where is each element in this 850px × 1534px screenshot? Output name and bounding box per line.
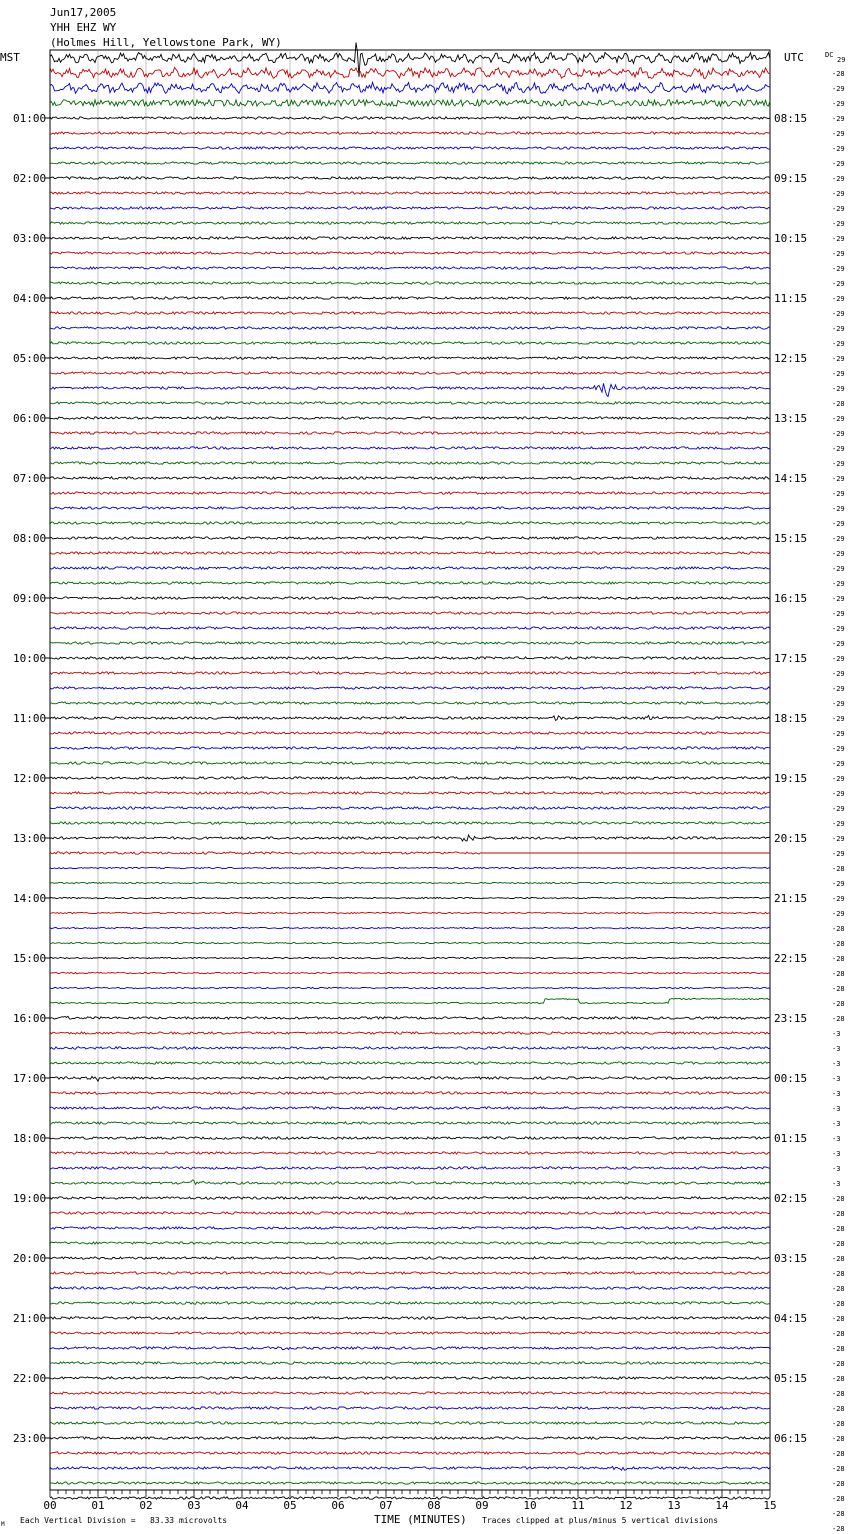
left-hour-label: 02:00	[13, 172, 47, 185]
dc-offset-label: -29	[832, 610, 845, 618]
seismic-trace	[50, 657, 770, 659]
dc-offset-label: -28	[832, 1300, 845, 1308]
seismic-trace	[50, 702, 770, 704]
seismic-trace	[50, 957, 770, 958]
right-hour-label: 02:15	[774, 1192, 808, 1205]
seismic-trace	[50, 1257, 770, 1259]
x-tick-label: 04	[235, 1499, 249, 1512]
scale-note: Each Vertical Division = 83.33 microvolts	[20, 1516, 228, 1525]
seismic-trace	[50, 762, 770, 764]
dc-offset-label: -28	[832, 955, 845, 963]
dc-offset-label: -29	[832, 295, 845, 303]
right-hour-label: 10:15	[774, 232, 808, 245]
left-hour-label: 06:00	[13, 412, 47, 425]
seismic-trace	[50, 627, 770, 629]
seismic-trace	[50, 237, 770, 239]
seismic-trace	[50, 1122, 770, 1124]
dc-offset-label: -29	[832, 340, 845, 348]
dc-offset-label: -29	[832, 880, 845, 888]
x-tick-label: 15	[763, 1499, 777, 1512]
seismic-trace	[50, 852, 770, 854]
dc-offset-label: -29	[832, 355, 845, 363]
seismic-trace	[50, 1212, 770, 1214]
seismic-trace	[50, 492, 770, 494]
dc-offset-label: -29	[832, 520, 845, 528]
dc-offset-label: -3	[832, 1075, 841, 1083]
seismic-trace	[50, 1197, 770, 1199]
dc-first-value: 29	[837, 56, 846, 64]
seismic-trace	[50, 687, 770, 689]
dc-offset-label: -3	[832, 1180, 841, 1188]
dc-offset-label: -28	[832, 1255, 845, 1263]
seismic-trace	[50, 897, 770, 898]
seismic-trace	[50, 357, 770, 359]
header-date: Jun17,2005	[50, 6, 117, 19]
dc-offset-label: -28	[832, 1195, 845, 1203]
left-hour-label: 13:00	[13, 832, 47, 845]
dc-offset-label: -29	[832, 160, 845, 168]
seismic-trace	[50, 927, 770, 928]
dc-offset-label: -28	[832, 865, 845, 873]
dc-offset-label: -28	[832, 1525, 845, 1533]
seismic-trace	[50, 1437, 770, 1439]
seismic-trace	[50, 100, 770, 106]
left-hour-label: 03:00	[13, 232, 47, 245]
x-tick-label: 09	[475, 1499, 489, 1512]
dc-offset-labels	[832, 70, 845, 1534]
dc-offset-label: -3	[832, 1090, 841, 1098]
right-hour-label: 08:15	[774, 112, 808, 125]
x-tick-label: 13	[667, 1499, 681, 1512]
seismic-trace	[50, 267, 770, 269]
seismic-trace	[50, 177, 770, 179]
dc-offset-label: -29	[832, 385, 845, 393]
left-hour-label: 19:00	[13, 1192, 47, 1205]
dc-offset-label: -29	[832, 505, 845, 513]
seismic-trace	[50, 1332, 770, 1334]
dc-offset-label: -29	[832, 265, 845, 273]
dc-offset-label: -29	[832, 685, 845, 693]
dc-offset-label: -29	[832, 910, 845, 918]
seismic-trace	[50, 807, 770, 809]
dc-offset-label: -29	[832, 655, 845, 663]
seismic-trace	[50, 1466, 770, 1470]
dc-offset-label: -29	[832, 115, 845, 123]
seismic-trace	[50, 222, 770, 224]
right-hour-label: 19:15	[774, 772, 808, 785]
dc-offset-label: -29	[832, 280, 845, 288]
seismic-trace	[50, 1047, 770, 1049]
seismic-trace	[50, 1287, 770, 1289]
footer	[1, 1513, 718, 1528]
right-hour-label: 03:15	[774, 1252, 808, 1265]
dc-offset-label: -29	[832, 310, 845, 318]
dc-offset-label: -29	[832, 235, 845, 243]
seismic-trace	[50, 117, 770, 119]
seismic-trace	[50, 1407, 770, 1409]
seismic-trace	[50, 1452, 770, 1454]
seismic-traces	[50, 43, 770, 1500]
dc-offset-label: -28	[832, 1360, 845, 1368]
seismic-trace	[50, 537, 770, 539]
seismic-trace	[50, 1422, 770, 1424]
dc-offset-label: -28	[832, 1240, 845, 1248]
dc-offset-label: -29	[832, 820, 845, 828]
left-hour-label: 17:00	[13, 1072, 47, 1085]
left-hour-label: 23:00	[13, 1432, 47, 1445]
x-tick-label: 07	[379, 1499, 393, 1512]
right-hour-label: 18:15	[774, 712, 808, 725]
seismic-trace	[50, 1180, 770, 1185]
seismic-trace	[50, 987, 770, 988]
dc-offset-label: -3	[832, 1105, 841, 1113]
dc-offset-label: -29	[832, 250, 845, 258]
dc-offset-label: -29	[832, 790, 845, 798]
dc-offset-label: -29	[832, 205, 845, 213]
seismic-trace	[50, 747, 770, 749]
seismic-trace	[50, 1392, 770, 1394]
left-hour-labels	[13, 112, 50, 1445]
right-hour-label: 22:15	[774, 952, 808, 965]
dc-offset-label: -29	[832, 475, 845, 483]
dc-offset-label: -29	[832, 460, 845, 468]
seismic-trace	[50, 162, 770, 164]
seismic-trace	[50, 552, 770, 554]
left-hour-label: 05:00	[13, 352, 47, 365]
seismic-trace	[50, 1317, 770, 1319]
seismic-trace	[50, 1167, 770, 1169]
dc-offset-label: -29	[832, 640, 845, 648]
dc-offset-label: -29	[832, 190, 845, 198]
dc-offset-label: -28	[832, 1000, 845, 1008]
dc-offset-label: -29	[832, 835, 845, 843]
x-tick-label: 12	[619, 1499, 633, 1512]
dc-offset-label: -28	[832, 985, 845, 993]
right-hour-label: 06:15	[774, 1432, 808, 1445]
right-hour-label: 21:15	[774, 892, 808, 905]
seismic-trace	[50, 1272, 770, 1274]
seismic-trace	[50, 672, 770, 674]
seismic-trace	[50, 597, 770, 599]
dc-offset-label: -29	[832, 580, 845, 588]
left-hour-label: 16:00	[13, 1012, 47, 1025]
right-hour-label: 01:15	[774, 1132, 808, 1145]
right-hour-label: 11:15	[774, 292, 808, 305]
dc-offset-label: -29	[832, 715, 845, 723]
seismic-trace	[50, 1092, 770, 1094]
corner-mark: M	[1, 1521, 5, 1528]
seismic-trace	[50, 567, 770, 569]
dc-offset-label: -29	[832, 415, 845, 423]
seismic-trace	[50, 207, 770, 209]
dc-offset-label: -29	[832, 565, 845, 573]
seismic-trace	[50, 447, 770, 449]
seismic-trace	[50, 252, 770, 254]
seismic-trace	[50, 1152, 770, 1154]
x-tick-label: 03	[187, 1499, 201, 1512]
left-hour-label: 09:00	[13, 592, 47, 605]
x-tick-label: 01	[91, 1499, 105, 1512]
dc-offset-label: -28	[832, 70, 845, 78]
seismic-trace	[50, 282, 770, 284]
left-timezone-label: MST	[0, 51, 20, 64]
seismic-trace	[50, 522, 770, 524]
seismic-trace	[50, 507, 770, 509]
seismic-trace	[50, 777, 770, 779]
seismic-trace	[50, 715, 770, 720]
seismic-trace	[50, 582, 770, 584]
dc-offset-label: -29	[832, 445, 845, 453]
right-hour-label: 15:15	[774, 532, 808, 545]
seismic-trace	[50, 912, 770, 913]
seismic-trace	[50, 1482, 770, 1484]
seismic-trace	[50, 1227, 770, 1229]
seismic-trace	[50, 312, 770, 314]
dc-offset-label: -29	[832, 775, 845, 783]
seismic-trace	[50, 882, 770, 883]
clip-note: Traces clipped at plus/minus 5 vertical divisions	[482, 1516, 719, 1525]
dc-offset-label: -29	[832, 595, 845, 603]
seismic-trace	[50, 972, 770, 973]
seismic-trace	[50, 1347, 770, 1350]
seismic-trace	[50, 1242, 770, 1244]
x-tick-label: 08	[427, 1499, 441, 1512]
dc-offset-label: -3	[832, 1060, 841, 1068]
left-hour-label: 11:00	[13, 712, 47, 725]
x-axis-title: TIME (MINUTES)	[374, 1513, 467, 1526]
seismic-trace	[50, 1016, 770, 1019]
x-axis	[43, 1490, 776, 1512]
dc-offset-label: -28	[832, 1285, 845, 1293]
seismic-trace	[50, 462, 770, 464]
dc-offset-label: -29	[832, 175, 845, 183]
right-hour-label: 20:15	[774, 832, 808, 845]
dc-offset-label: -29	[832, 490, 845, 498]
right-hour-label: 17:15	[774, 652, 808, 665]
dc-offset-label: -28	[832, 1225, 845, 1233]
x-tick-label: 05	[283, 1499, 297, 1512]
dc-offset-label: -3	[832, 1150, 841, 1158]
right-hour-labels	[774, 112, 807, 1445]
left-hour-label: 04:00	[13, 292, 47, 305]
x-tick-label: 11	[571, 1499, 585, 1512]
seismic-trace	[50, 1302, 770, 1304]
seismic-trace	[50, 612, 770, 614]
dc-offset-label: -29	[832, 730, 845, 738]
dc-offset-label: -29	[832, 85, 845, 93]
left-hour-label: 12:00	[13, 772, 47, 785]
right-hour-label: 14:15	[774, 472, 808, 485]
seismic-trace	[50, 417, 770, 419]
right-hour-label: 23:15	[774, 1012, 808, 1025]
seismic-trace	[50, 1062, 770, 1064]
dc-offset-label: -28	[832, 1510, 845, 1518]
dc-offset-label: -28	[832, 1465, 845, 1473]
dc-offset-label: -29	[832, 430, 845, 438]
x-tick-label: 10	[523, 1499, 537, 1512]
left-hour-label: 10:00	[13, 652, 47, 665]
seismic-trace	[50, 477, 770, 479]
x-tick-label: 06	[331, 1499, 345, 1512]
seismic-trace	[50, 998, 770, 1003]
dc-offset-label: -29	[832, 805, 845, 813]
seismic-trace	[50, 867, 770, 868]
dc-offset-label: -28	[832, 400, 845, 408]
dc-offset-label: -28	[832, 1315, 845, 1323]
seismic-trace	[50, 297, 770, 299]
seismic-trace	[50, 1032, 770, 1034]
seismic-trace	[50, 642, 770, 644]
seismic-trace	[50, 835, 770, 841]
right-hour-label: 16:15	[774, 592, 808, 605]
dc-offset-label: -28	[832, 1450, 845, 1458]
dc-offset-label: -28	[832, 1420, 845, 1428]
left-hour-label: 01:00	[13, 112, 47, 125]
seismic-trace	[50, 82, 770, 93]
seismic-trace	[50, 822, 770, 824]
right-timezone-label: UTC	[784, 51, 804, 64]
dc-offset-label: -28	[832, 1345, 845, 1353]
dc-offset-label: -29	[832, 220, 845, 228]
seismic-trace	[50, 1377, 770, 1379]
seismic-trace	[50, 792, 770, 794]
left-hour-label: 21:00	[13, 1312, 47, 1325]
dc-offset-label: -28	[832, 1390, 845, 1398]
seismic-trace	[50, 732, 770, 734]
dc-label: DC	[825, 51, 834, 59]
seismic-trace	[50, 192, 770, 194]
dc-offset-label: -29	[832, 550, 845, 558]
dc-offset-label: -29	[832, 535, 845, 543]
seismic-trace	[50, 402, 770, 404]
header-location: (Holmes Hill, Yellowstone Park, WY)	[50, 36, 282, 49]
dc-offset-label: -29	[832, 700, 845, 708]
dc-offset-label: -29	[832, 850, 845, 858]
dc-offset-label: -29	[832, 100, 845, 108]
dc-offset-label: -3	[832, 1045, 841, 1053]
dc-offset-label: -29	[832, 130, 845, 138]
seismic-trace	[50, 147, 770, 149]
right-hour-label: 12:15	[774, 352, 808, 365]
right-hour-label: 13:15	[774, 412, 808, 425]
right-hour-label: 04:15	[774, 1312, 808, 1325]
left-hour-label: 18:00	[13, 1132, 47, 1145]
left-hour-label: 08:00	[13, 532, 47, 545]
seismic-trace	[50, 327, 770, 329]
seismic-trace	[50, 342, 770, 344]
dc-offset-label: -29	[832, 895, 845, 903]
dc-offset-label: -29	[832, 760, 845, 768]
dc-offset-label: -29	[832, 745, 845, 753]
seismic-trace	[50, 1497, 770, 1499]
dc-offset-label: -28	[832, 970, 845, 978]
seismic-trace	[50, 132, 770, 134]
left-hour-label: 07:00	[13, 472, 47, 485]
x-tick-label: 02	[139, 1499, 153, 1512]
seismic-trace	[50, 942, 770, 943]
dc-offset-label: -28	[832, 1435, 845, 1443]
left-hour-label: 14:00	[13, 892, 47, 905]
seismic-trace	[50, 432, 770, 434]
dc-offset-label: -28	[832, 1330, 845, 1338]
header-station: YHH EHZ WY	[50, 21, 117, 34]
dc-offset-label: -29	[832, 625, 845, 633]
dc-offset-label: -28	[832, 1270, 845, 1278]
seismic-trace	[50, 1137, 770, 1139]
dc-offset-label: -28	[832, 1405, 845, 1413]
seismic-trace	[50, 372, 770, 374]
right-hour-label: 09:15	[774, 172, 808, 185]
dc-offset-label: -28	[832, 1480, 845, 1488]
dc-offset-label: -3	[832, 1165, 841, 1173]
left-hour-label: 20:00	[13, 1252, 47, 1265]
header	[0, 6, 845, 64]
dc-offset-label: -28	[832, 1495, 845, 1503]
dc-offset-label: -28	[832, 1375, 845, 1383]
dc-offset-label: -29	[832, 370, 845, 378]
left-hour-label: 22:00	[13, 1372, 47, 1385]
seismic-trace	[50, 1077, 770, 1082]
seismic-trace	[50, 1107, 770, 1109]
seismic-trace	[50, 67, 770, 78]
left-hour-label: 15:00	[13, 952, 47, 965]
right-hour-label: 05:15	[774, 1372, 808, 1385]
dc-offset-label: -3	[832, 1135, 841, 1143]
seismic-trace	[50, 1362, 770, 1364]
dc-offset-label: -29	[832, 145, 845, 153]
dc-offset-label: -28	[832, 925, 845, 933]
dc-offset-label: -28	[832, 940, 845, 948]
x-tick-label: 14	[715, 1499, 729, 1512]
dc-offset-label: -28	[832, 1210, 845, 1218]
dc-offset-label: -3	[832, 1030, 841, 1038]
right-hour-label: 00:15	[774, 1072, 808, 1085]
dc-offset-label: -29	[832, 325, 845, 333]
seismic-trace	[50, 383, 770, 396]
dc-offset-label: -29	[832, 670, 845, 678]
x-tick-label: 00	[43, 1499, 57, 1512]
dc-offset-label: -28	[832, 1015, 845, 1023]
dc-offset-label: -3	[832, 1120, 841, 1128]
